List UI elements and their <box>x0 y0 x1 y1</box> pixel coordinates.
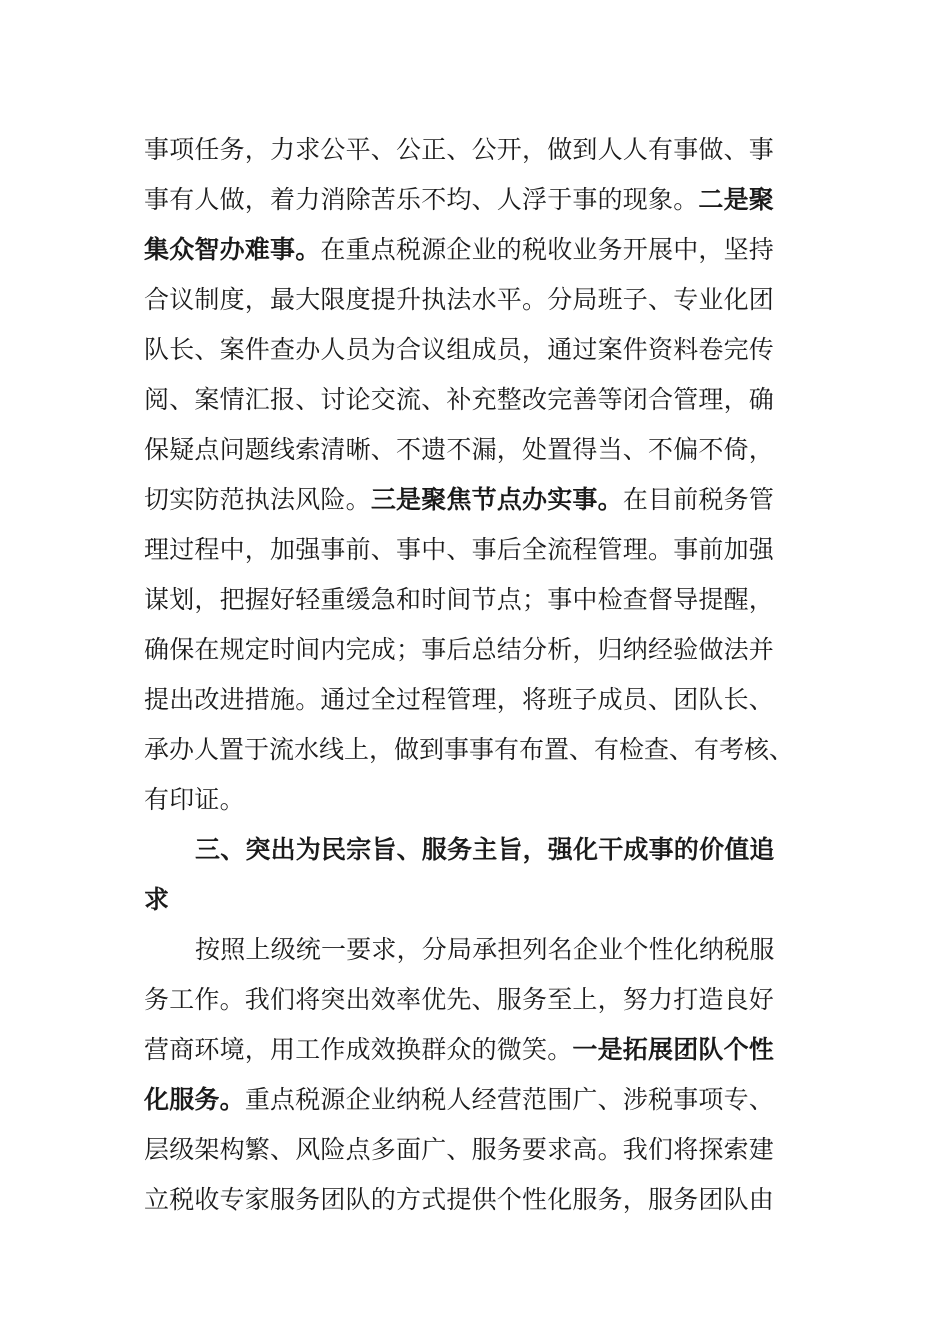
body-text-line: 合议制度，最大限度提升执法水平。分局班子、专业化团 <box>144 285 775 314</box>
body-text-line: 化服务。重点税源企业纳税人经营范围广、涉税事项专、 <box>144 1085 775 1114</box>
bold-lead: 一是拓展团队个性 <box>572 1035 775 1064</box>
body-text-line: 切实防范执法风险。三是聚焦节点办实事。在目前税务管 <box>144 485 775 514</box>
body-text-line: 事有人做，着力消除苦乐不均、人浮于事的现象。二是聚 <box>144 185 775 214</box>
body-text-line: 谋划，把握好轻重缓急和时间节点；事中检查督导提醒， <box>144 585 775 614</box>
body-text-line: 事项任务，力求公平、公正、公开，做到人人有事做、事 <box>144 135 775 164</box>
body-text-line: 队长、案件查办人员为合议组成员，通过案件资料卷完传 <box>144 335 775 364</box>
body-text-line: 立税收专家服务团队的方式提供个性化服务，服务团队由 <box>144 1185 775 1214</box>
bold-lead: 化服务。 <box>144 1085 245 1114</box>
body-text-line: 务工作。我们将突出效率优先、服务至上，努力打造良好 <box>144 985 775 1014</box>
body-text-line: 保疑点问题线索清晰、不遗不漏，处置得当、不偏不倚， <box>144 435 775 464</box>
body-text-line: 确保在规定时间内完成；事后总结分析，归纳经验做法并 <box>144 635 775 664</box>
body-text-line: 营商环境，用工作成效换群众的微笑。一是拓展团队个性 <box>144 1035 775 1064</box>
section-heading: 求 <box>144 885 170 914</box>
bold-lead: 二是聚 <box>698 185 775 214</box>
body-text-line: 理过程中，加强事前、事中、事后全流程管理。事前加强 <box>144 535 775 564</box>
body-text-line: 有印证。 <box>144 785 245 814</box>
body-text-line: 阅、案情汇报、讨论交流、补充整改完善等闭合管理，确 <box>144 385 775 414</box>
bold-lead: 集众智办难事。 <box>144 235 321 264</box>
body-text-line: 承办人置于流水线上，做到事事有布置、有检查、有考核、 <box>144 735 795 764</box>
body-text-line: 按照上级统一要求，分局承担列名企业个性化纳税服 <box>195 935 775 964</box>
bold-lead: 三是聚焦节点办实事。 <box>370 485 623 514</box>
section-heading: 三、突出为民宗旨、服务主旨，强化干成事的价值追 <box>195 835 775 864</box>
body-text-line: 集众智办难事。在重点税源企业的税收业务开展中，坚持 <box>144 235 775 264</box>
body-text-line: 层级架构繁、风险点多面广、服务要求高。我们将探索建 <box>144 1135 775 1164</box>
body-text-line: 提出改进措施。通过全过程管理，将班子成员、团队长、 <box>144 685 775 714</box>
